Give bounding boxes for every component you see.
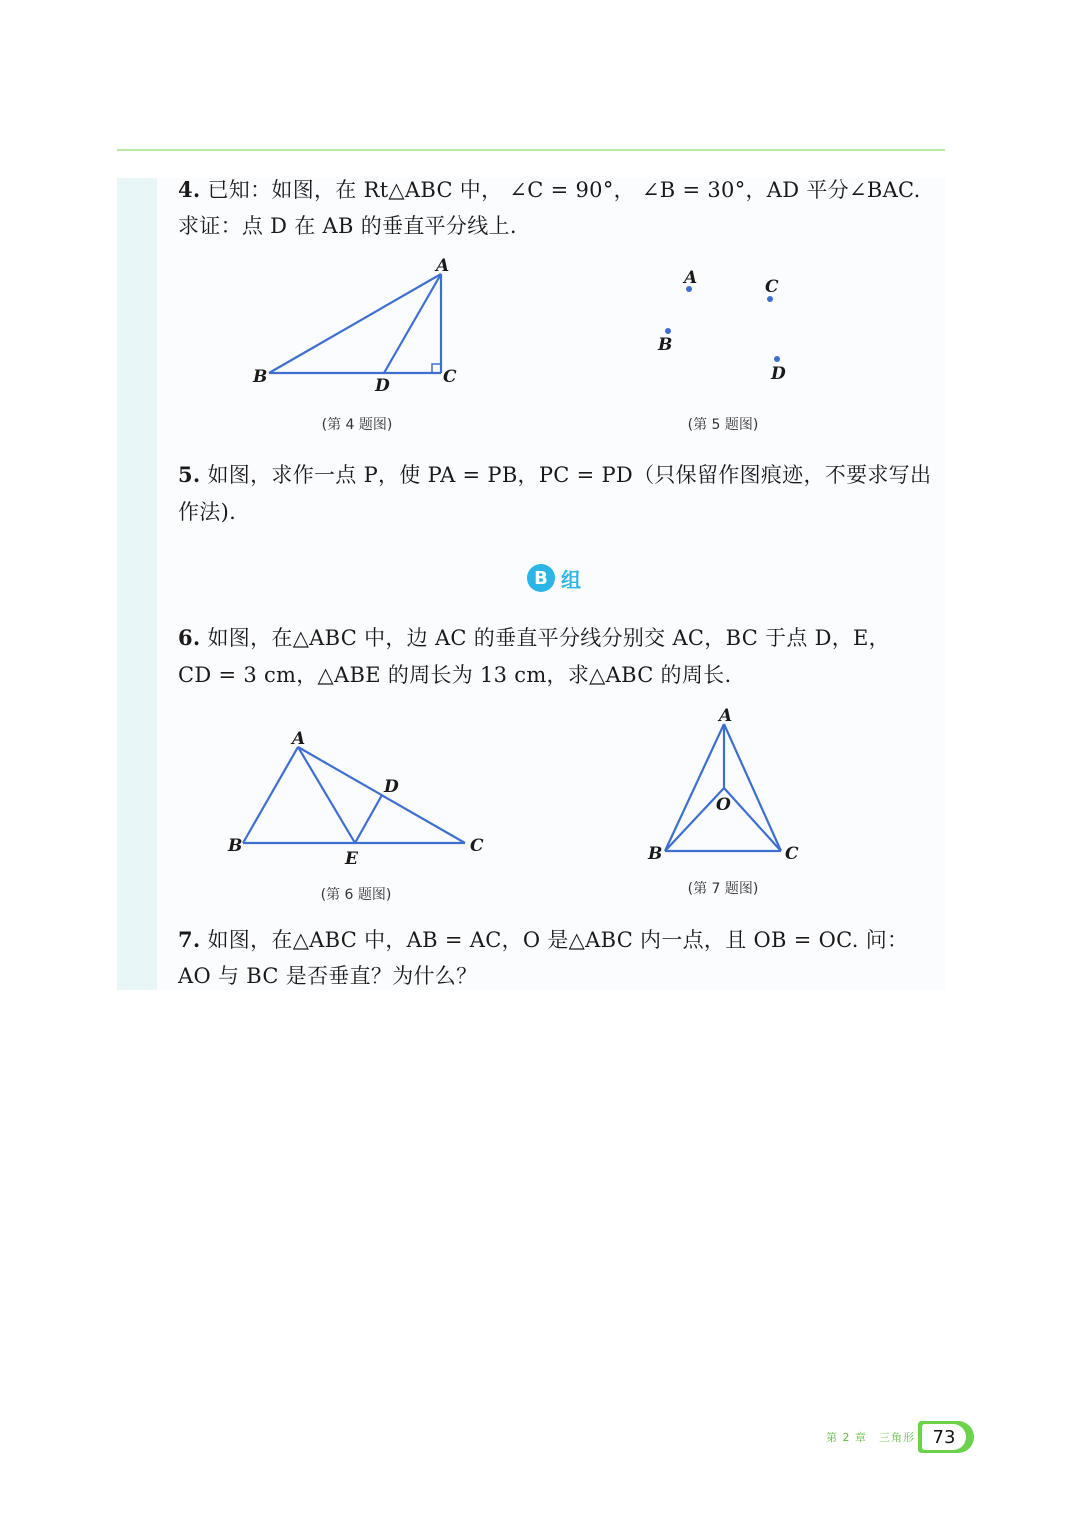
- fig7-segment-ac: [724, 724, 781, 851]
- fig5-label-d: D: [771, 364, 786, 384]
- figure-5-caption: (第 5 题图): [687, 417, 759, 433]
- question-5-line1: 如图，求作一点 P，使 PA = PB，PC = PD（只保留作图痕迹，不要求写出: [200, 463, 932, 487]
- fig5-label-a: A: [684, 268, 698, 288]
- fig4-label-a: A: [436, 256, 450, 276]
- fig7-label-a: A: [719, 706, 733, 726]
- fig6-label-a: A: [292, 729, 306, 749]
- fig6-label-e: E: [345, 849, 358, 869]
- question-6-number: 6.: [178, 625, 201, 650]
- fig4-label-b: B: [253, 367, 268, 387]
- figure-7-caption: (第 7 题图): [687, 881, 759, 897]
- fig7-label-o: O: [716, 795, 731, 815]
- question-6-line2: CD = 3 cm，△ABE 的周长为 13 cm，求△ABC 的周长.: [178, 663, 732, 687]
- question-7-number: 7.: [178, 927, 201, 952]
- figure-4-caption: (第 4 题图): [321, 417, 393, 433]
- question-7-line2: AO 与 BC 是否垂直？为什么？: [178, 964, 478, 988]
- fig5-label-b: B: [658, 335, 673, 355]
- page-number: 73: [922, 1424, 966, 1450]
- footer-chapter: 第 2 章 三角形: [826, 1431, 915, 1444]
- question-4-line2: 求证：点 D 在 AB 的垂直平分线上.: [178, 214, 517, 238]
- question-5-line2: 作法).: [178, 500, 237, 524]
- fig6-label-b: B: [228, 836, 243, 856]
- fig7-segment-ab: [665, 724, 724, 851]
- fig5-label-c: C: [765, 277, 779, 297]
- question-4-number: 4.: [178, 177, 201, 202]
- group-b-badge: B: [527, 564, 555, 592]
- group-b-text: 组: [561, 567, 581, 592]
- fig6-label-d: D: [384, 777, 399, 797]
- figure-6-caption: (第 6 题图): [320, 887, 392, 903]
- question-7: [178, 922, 948, 958]
- question-4-line1: 已知：如图，在 Rt△ABC 中， ∠C = 90°， ∠B = 30°，AD 平分∠BAC.: [200, 178, 921, 202]
- question-6-line1: 如图，在△ABC 中，边 AC 的垂直平分线分别交 AC，BC 于点 D，E，: [200, 626, 890, 650]
- fig4-label-d: D: [375, 376, 390, 396]
- fig7-segment-oc: [724, 788, 781, 851]
- fig7-label-c: C: [785, 844, 799, 864]
- fig4-label-c: C: [443, 367, 457, 387]
- question-7-line1: 如图，在△ABC 中，AB = AC，O 是△ABC 内一点，且 OB = OC. 问：: [200, 928, 909, 952]
- question-5-number: 5.: [178, 462, 201, 487]
- fig7-label-b: B: [648, 844, 663, 864]
- fig6-label-c: C: [470, 836, 484, 856]
